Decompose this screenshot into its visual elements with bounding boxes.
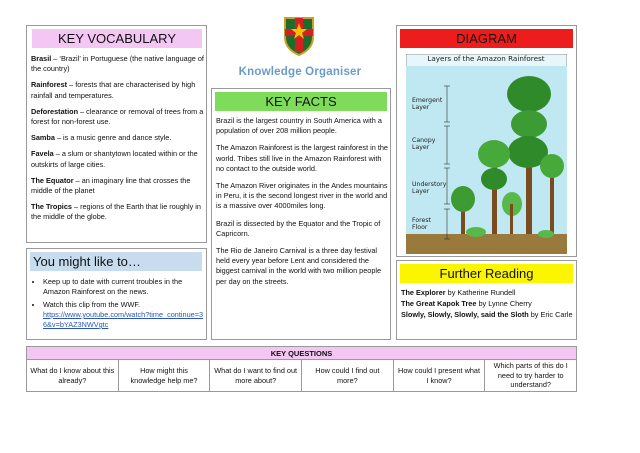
- questions-header: KEY QUESTIONS: [27, 347, 576, 360]
- vocab-item: [31, 107, 205, 127]
- question-cell: How could I present what I know?: [394, 360, 486, 391]
- youtube-link[interactable]: https://www.youtube.com/watch?time_continue=36&v=bYAZ3NWVgtc: [43, 310, 204, 329]
- book-author: by Eric Carle: [528, 310, 573, 320]
- reading-header: Further Reading: [400, 264, 573, 283]
- layer-label-floor-2: Floor: [412, 224, 428, 231]
- vocab-term: Samba: [31, 133, 55, 143]
- question-cell: Which parts of this do I need to try harder to understand?: [493, 361, 568, 390]
- vocab-item: [31, 133, 205, 143]
- vocab-item: [31, 176, 205, 196]
- might-like-panel: [26, 248, 207, 340]
- book-title: Slowly, Slowly, Slowly, said the Sloth: [401, 310, 529, 320]
- vocabulary-list: [31, 54, 205, 229]
- layer-label-canopy: Canopy: [412, 137, 436, 144]
- layer-label-canopy-2: Layer: [412, 144, 430, 151]
- book-title: The Great Kapok Tree: [401, 299, 477, 309]
- vocab-term: Rainforest: [31, 80, 68, 90]
- fact-paragraph: The Rio de Janeiro Carnival is a three day festival held every year before Lent and considered the biggest carnival in the world with two million people per day on the streets.: [216, 246, 382, 286]
- diagram-header: DIAGRAM: [400, 29, 573, 48]
- list-item: [43, 300, 203, 330]
- diagram-title: Layers of the Amazon Rainforest: [427, 54, 545, 63]
- vocab-definition: – clearance or removal of trees from a forest for non-forest use.: [31, 106, 204, 127]
- vocabulary-header: KEY VOCABULARY: [32, 29, 202, 48]
- rainforest-layers-diagram: [406, 54, 567, 254]
- vocab-term: Favela: [31, 149, 54, 159]
- layer-label-understory-2: Layer: [412, 188, 430, 195]
- list-item: • Keep up to date with current troubles in the Amazon Rainforest on the news.: [43, 277, 203, 297]
- page-title: Knowledge Organiser: [238, 66, 362, 78]
- school-crest-icon: [283, 15, 315, 57]
- book-item: [401, 299, 573, 309]
- question-cell: What do I know about this already?: [27, 360, 119, 391]
- vocab-definition: – ‘Brazil’ in Portuguese (the native language of the country): [31, 54, 204, 74]
- book-item: [401, 288, 573, 298]
- might-like-header: You might like to…: [30, 252, 202, 271]
- fact-paragraph: Brazil is the largest country in South America with a population of over 208 million people.: [216, 116, 382, 136]
- vocab-definition: – a slum or shantytown located within or the outskirts of large cities.: [31, 149, 198, 169]
- question-cell: How could I find out more?: [302, 360, 394, 391]
- might-like-list: [27, 277, 203, 333]
- vocab-definition: – is a music genre and dance style.: [54, 133, 172, 143]
- facts-header: KEY FACTS: [215, 92, 387, 111]
- facts-list: [216, 116, 388, 294]
- layer-label-emergent: Emergent: [412, 97, 443, 104]
- fact-paragraph: The Amazon Rainforest is the largest rainforest in the world. Tribes still live in the Amazon Rainforest with no contact to the outside world.: [216, 143, 388, 173]
- vocab-item: [31, 202, 205, 222]
- vocab-definition: – an imaginary line that crosses the middle of the planet: [31, 175, 191, 196]
- vocab-term: The Equator: [31, 175, 74, 185]
- reading-list: [401, 288, 573, 322]
- question-cell: How might this knowledge help me?: [119, 360, 211, 391]
- vocab-item: [31, 149, 205, 169]
- vocab-term: Deforestation: [31, 106, 79, 116]
- vocab-term: The Tropics: [31, 202, 72, 212]
- list-item-text: Watch this clip from the WWF.: [43, 300, 141, 309]
- book-item: [401, 310, 573, 320]
- layer-label-understory: Understory: [412, 181, 447, 188]
- reading-panel: [396, 260, 577, 340]
- book-author: by Lynne Cherry: [476, 299, 532, 309]
- vocab-definition: – forests that are characterised by high rainfall and temperatures.: [31, 80, 196, 100]
- questions-table: [26, 346, 577, 392]
- question-cell: What do I want to find out more about?: [210, 360, 302, 391]
- fact-paragraph: The Amazon River originates in the Andes mountains in Peru, it is the second longest river in the world and is a massive over 4000miles long.: [216, 181, 388, 211]
- vocab-item: [31, 54, 205, 74]
- vocabulary-panel: [26, 25, 207, 243]
- layer-label-emergent-2: Layer: [412, 104, 430, 111]
- book-title: The Explorer: [401, 288, 446, 297]
- facts-panel: [211, 88, 391, 340]
- layer-label-floor: Forest: [412, 217, 431, 224]
- vocab-term: Brasil: [31, 54, 52, 63]
- vocab-item: [31, 80, 205, 100]
- book-author: by Katherine Rundell: [445, 288, 516, 297]
- questions-row: [27, 360, 576, 391]
- diagram-panel: [396, 25, 577, 257]
- vocab-definition: – regions of the Earth that lie roughly in the middle of the globe.: [31, 202, 201, 222]
- fact-paragraph: Brazil is dissected by the Equator and the Tropic of Capricorn.: [216, 218, 381, 238]
